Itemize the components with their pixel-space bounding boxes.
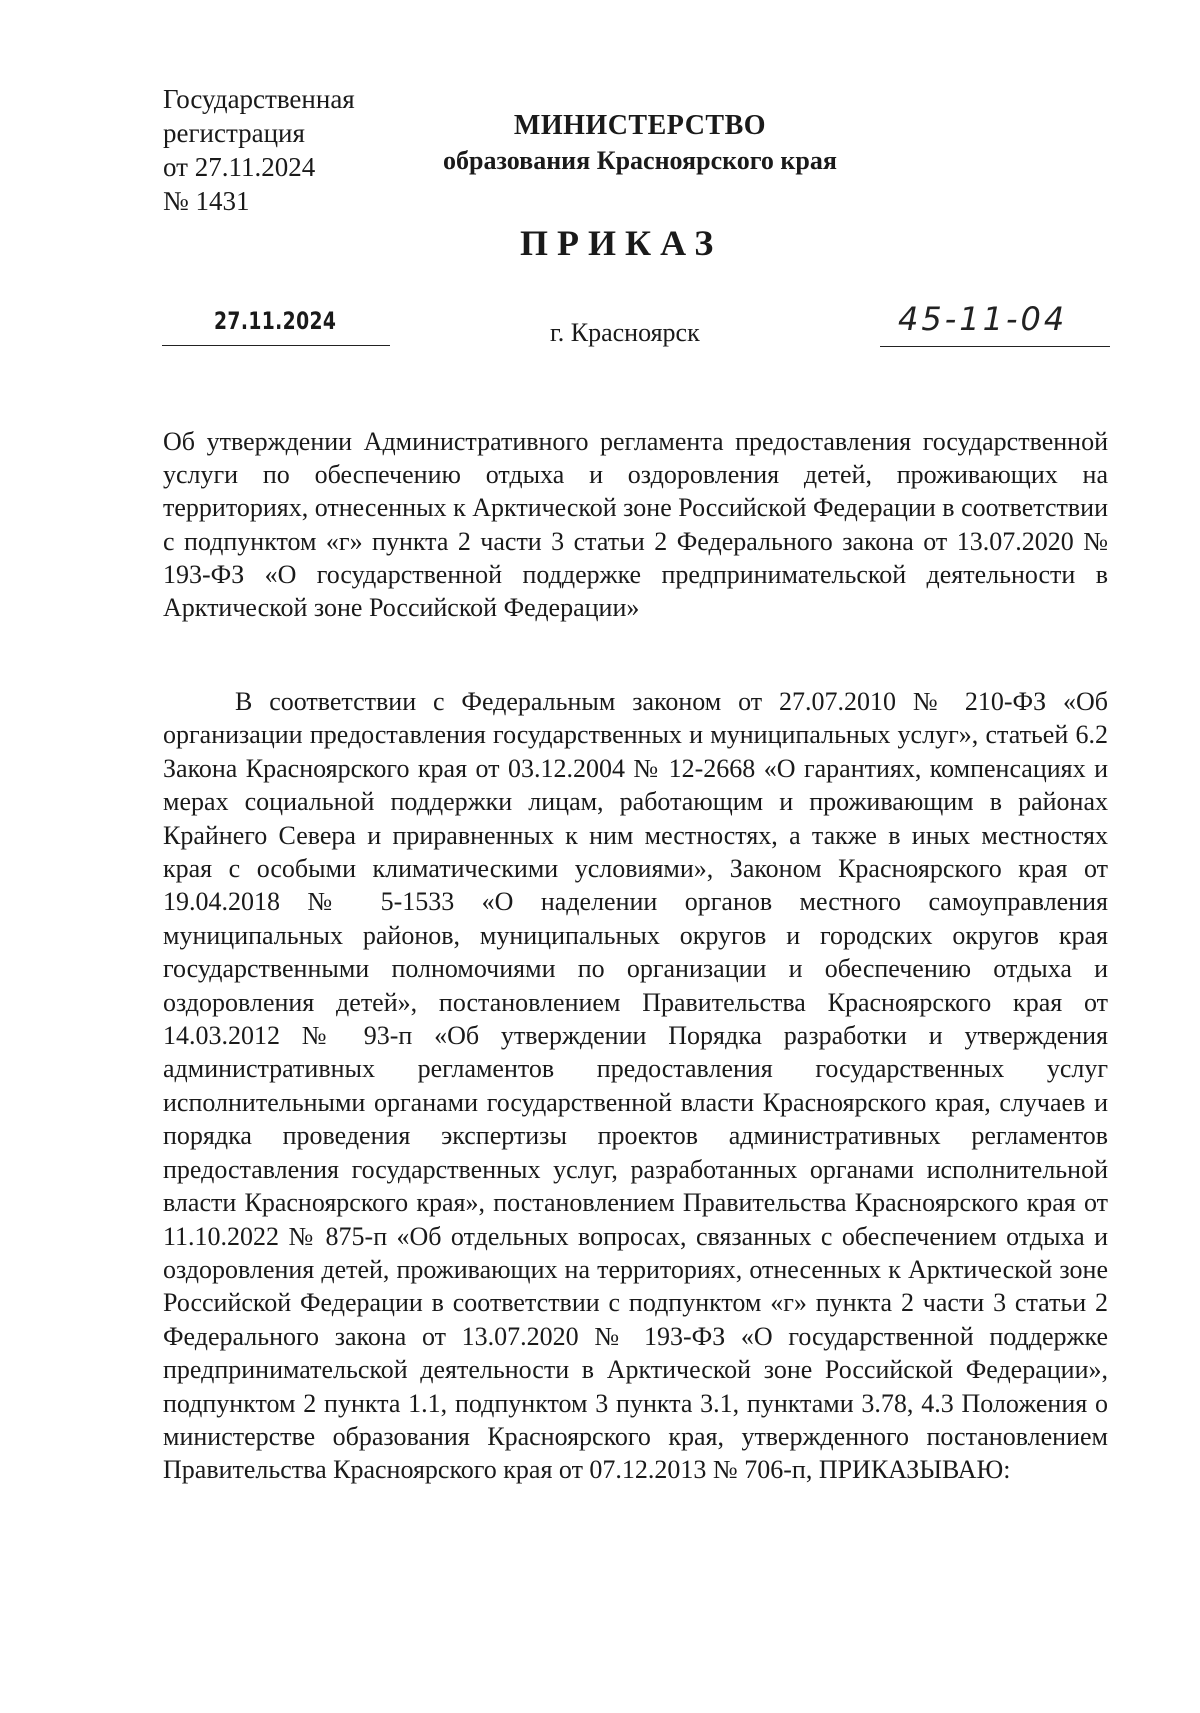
order-subject: Об утверждении Административного регламента предоставления государственной услуги по обеспечению отдыха и оздоровления детей, проживающих на территориях, отнесенных к Арктической зоне Российской Федерации в соответствии с подпунктом «г» пункта 2 части 3 статьи 2 Федерального закона от 13.07.2020 № 193-ФЗ «О государственной поддержке предпринимательской деятельности в Арктической зоне Российской Федерации»	[163, 427, 1108, 623]
ministry-title: МИНИСТЕРСТВО	[513, 110, 767, 141]
registration-stamp	[163, 82, 355, 218]
order-date: 27.11.2024	[214, 307, 337, 335]
ministry-header	[400, 108, 880, 178]
city-name: г. Красноярск	[550, 318, 700, 347]
registration-number: № 1431	[163, 186, 250, 216]
registration-date: от 27.11.2024	[163, 152, 316, 182]
registration-line: Государственная	[163, 84, 355, 114]
order-number-field	[880, 300, 1110, 347]
order-body-paragraph: В соответствии с Федеральным законом от 27.07.2010 № 210-ФЗ «Об организации предоставления государственных и муниципальных услуг», статьей 6.2 Закона Красноярского края от 03.12.2004 № 12-2668 «О гарантиях, компенсациях и мерах социальной поддержки лицам, работающим и проживающим в районах Крайнего Севера и приравненных к ним местностях, а также в иных местностях края с особыми климатическими условиями», Законом Красноярского края от 19.04.2018 № 5-1533 «О наделении органов местного самоуправления муниципальных районов, муниципальных округов и городских округов края государственными полномочиями по организации и обеспечению отдыха и оздоровления детей», постановлением Правительства Красноярского края от 14.03.2012 № 93-п «Об утверждении Порядка разработки и утверждения административных регламентов предоставления государственных услуг исполнительными органами государственной власти Красноярского края, случаев и порядка проведения экспертизы проектов административных регламентов предоставления государственных услуг, разработанных органами исполнительной власти Красноярского края», постановлением Правительства Красноярского края от 11.10.2022 № 875-п «Об отдельных вопросах, связанных с обеспечением отдыха и оздоровления детей, проживающих на территориях, отнесенных к Арктической зоне Российской Федерации в соответствии с подпунктом «г» пункта 2 части 3 статьи 2 Федерального закона от 13.07.2020 № 193-ФЗ «О государственной поддержке предпринимательской деятельности в Арктической зоне Российской Федерации», подпунктом 2 пункта 1.1, подпунктом 3 пункта 3.1, пунктами 3.78, 4.3 Положения о министерстве образования Красноярского края, утвержденного постановлением Правительства Красноярского края от 07.12.2013 № 706-п, ПРИКАЗЫВАЮ:	[163, 687, 1108, 1485]
order-date-field	[162, 305, 390, 346]
document-type-title: ПРИКАЗ	[520, 223, 723, 263]
registration-line: регистрация	[163, 118, 305, 148]
order-number: 45-11-04	[898, 300, 1068, 338]
ministry-subtitle: образования Красноярского края	[443, 146, 837, 175]
